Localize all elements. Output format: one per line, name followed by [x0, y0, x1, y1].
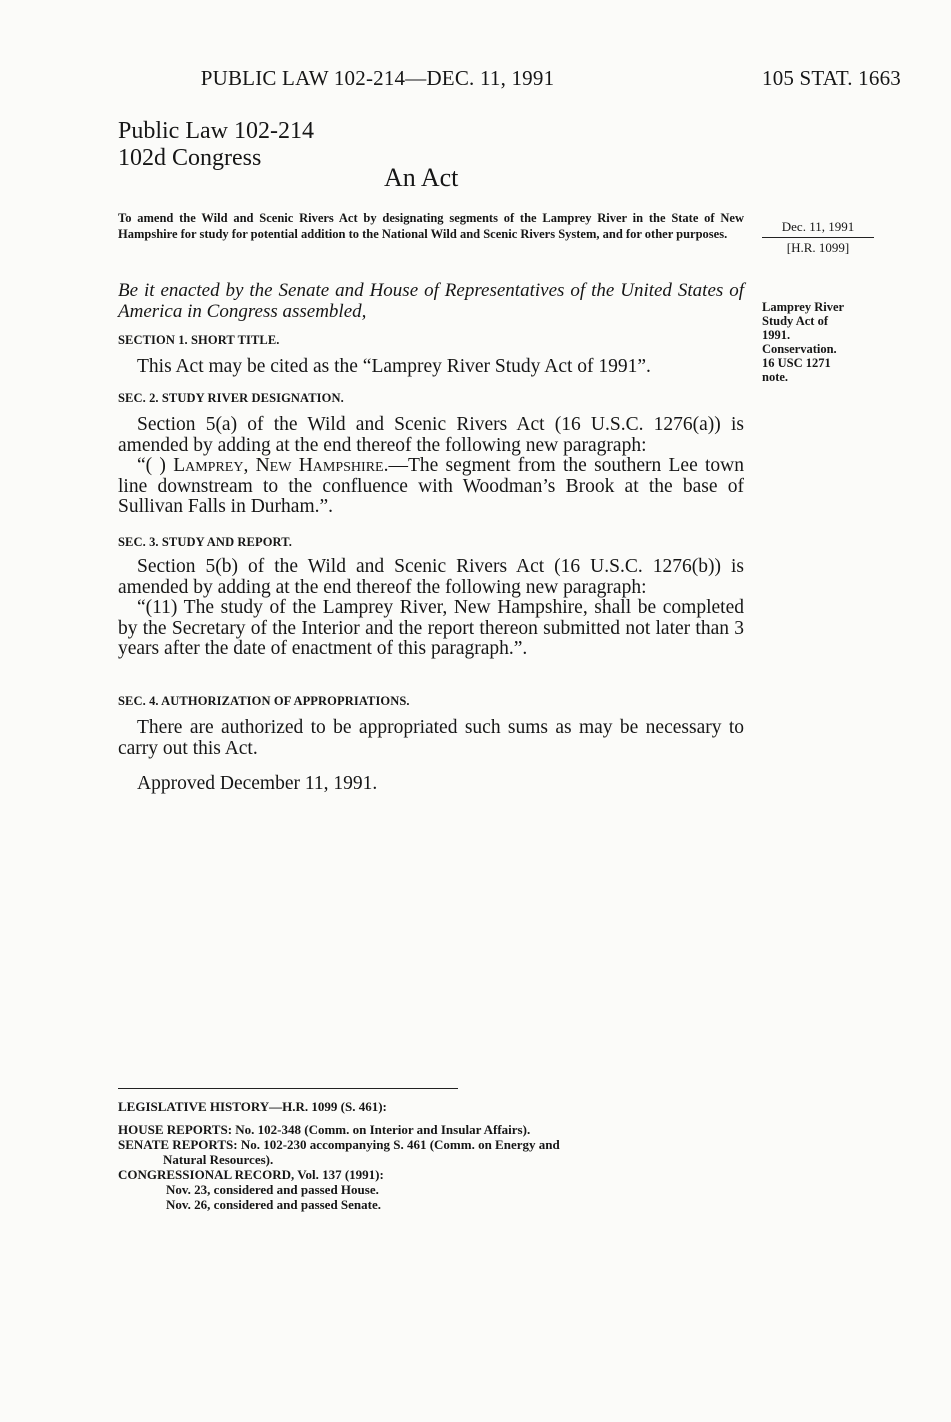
- section-2-body: [118, 415, 744, 518]
- section-1-body: [118, 357, 744, 378]
- margin-note: note.: [762, 370, 789, 384]
- running-header: PUBLIC LAW 102-214—DEC. 11, 1991: [200, 66, 555, 90]
- approval: [118, 774, 744, 795]
- history-action: Nov. 23, considered and passed House.: [166, 1182, 379, 1197]
- enactment-date: Dec. 11, 1991: [781, 219, 855, 234]
- enacting-clause: Be it enacted by the Senate and House of Representatives of the United States of America in Congress assembled,: [118, 280, 744, 322]
- section-2-heading: SEC. 2. STUDY RIVER DESIGNATION.: [118, 391, 344, 405]
- public-law-number: Public Law 102-214: [118, 118, 314, 144]
- date-bill-box: [762, 219, 874, 256]
- margin-divider: [762, 237, 874, 238]
- purpose-statement: [118, 210, 744, 242]
- section-4-heading: SEC. 4. AUTHORIZATION OF APPROPRIATIONS.: [118, 694, 410, 708]
- section-1-text: This Act may be cited as the “Lamprey River Study Act of 1991”.: [137, 356, 651, 377]
- quote-open: “( ): [137, 455, 174, 476]
- section-3-text: Section 5(b) of the Wild and Scenic Rivers Act (16 U.S.C. 1276(b)) is amended by adding at the end thereof the following new paragraph:: [118, 556, 744, 598]
- section-1-heading: SECTION 1. SHORT TITLE.: [118, 333, 280, 347]
- section-3-body: [118, 557, 744, 660]
- margin-note: 1991.: [762, 328, 791, 342]
- section-2-quoted-paragraph: [118, 456, 744, 518]
- congressional-record: CONGRESSIONAL RECORD, Vol. 137 (1991):: [118, 1167, 384, 1182]
- margin-notes: [762, 300, 882, 384]
- quote-text: The segment from the southern Lee town line downstream to the confluence with Woodman’s Brook at the base of Sullivan Falls in Durham.”.: [118, 455, 744, 517]
- section-4-text: There are authorized to be appropriated such sums as may be necessary to carry out this Act.: [118, 717, 744, 759]
- quote-label: Lamprey, New Hampshire.—: [173, 455, 408, 476]
- history-title: LEGISLATIVE HISTORY—H.R. 1099 (S. 461):: [118, 1099, 387, 1114]
- approval-text: Approved December 11, 1991.: [137, 773, 378, 794]
- section-2-text: Section 5(a) of the Wild and Scenic Rivers Act (16 U.S.C. 1276(a)) is amended by adding at the end thereof the following new paragraph:: [118, 414, 744, 456]
- senate-reports: SENATE REPORTS: No. 102-230 accompanying S. 461 (Comm. on Energy and: [118, 1137, 560, 1152]
- senate-reports-continued: Natural Resources).: [163, 1152, 274, 1167]
- history-rule: [118, 1088, 458, 1089]
- bill-number: [H.R. 1099]: [786, 240, 850, 255]
- congress-number: 102d Congress: [118, 145, 262, 171]
- history-action: Nov. 26, considered and passed Senate.: [166, 1197, 382, 1212]
- margin-note: Study Act of: [762, 314, 828, 328]
- house-reports: HOUSE REPORTS: No. 102-348 (Comm. on Interior and Insular Affairs).: [118, 1122, 531, 1137]
- statute-page-number: 105 STAT. 1663: [762, 66, 901, 90]
- act-title: An Act: [384, 163, 459, 192]
- section-3-heading: SEC. 3. STUDY AND REPORT.: [118, 535, 292, 549]
- margin-note: Lamprey River: [762, 300, 845, 314]
- section-4-body: [118, 718, 744, 759]
- section-3-quoted-paragraph: “(11) The study of the Lamprey River, New Hampshire, shall be completed by the Secretary of the Interior and the report thereon submitted not later than 3 years after the date of enactment of this paragraph.”.: [118, 597, 744, 659]
- public-law-heading: [118, 118, 314, 172]
- purpose-text: To amend the Wild and Scenic Rivers Act by designating segments of the Lamprey River in the State of New Hampshire for study for potential addition to the National Wild and Scenic Rivers System, and for other purposes.: [118, 211, 744, 241]
- legislative-history: [118, 1099, 738, 1212]
- margin-note: Conservation.: [762, 342, 837, 356]
- margin-note: 16 USC 1271: [762, 356, 831, 370]
